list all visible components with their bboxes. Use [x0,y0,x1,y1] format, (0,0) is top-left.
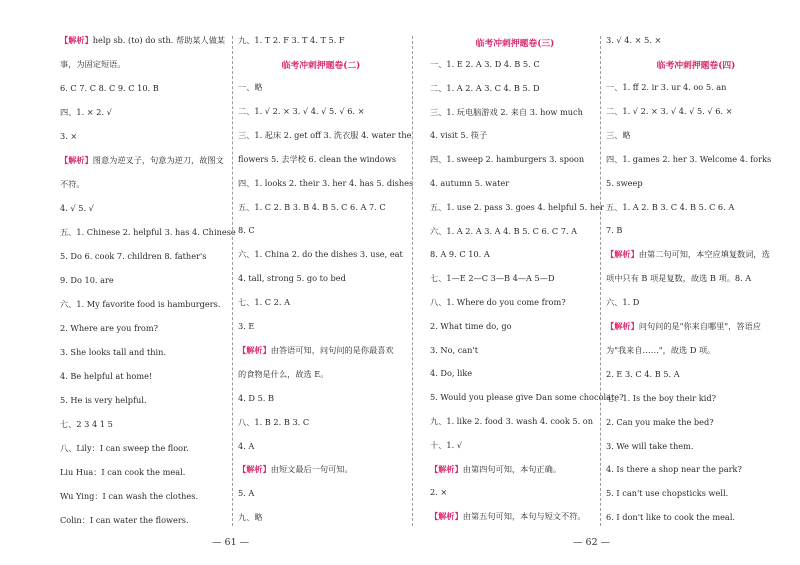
analysis-tag: 【解析】 [60,35,93,45]
answer-line [606,393,792,404]
answer-line [430,368,606,379]
answer-line [606,369,792,380]
answer-text: 由第四句可知，本句正确。 [462,463,562,474]
answer-line [606,249,792,260]
answer-line [238,369,410,380]
answer-text: 4. A [238,440,255,451]
answer-line [430,59,606,70]
answer-text: 四、1. looks 2. their 3. her 4. has 5. dishes [238,177,414,188]
answer-text: 5. sweep [606,177,643,188]
answer-line [238,130,410,141]
answer-text: 3. E [238,321,255,331]
answer-line [60,371,238,382]
answer-text: 8. C [238,225,255,236]
analysis-tag: 【解析】 [430,511,463,522]
answer-text: 为"我来自……"，故选 D 项。 [606,344,716,355]
answer-line [60,227,238,238]
answer-line [238,249,410,260]
answer-text: 7. B [606,225,623,236]
analysis-tag: 【解析】 [606,321,639,331]
answer-line [606,35,792,46]
answer-text: 六、1. My favorite food is hamburgers. [60,299,221,309]
answer-line [60,131,238,142]
answer-line [430,154,606,165]
answer-text: 九、1. like 2. food 3. wash 4. cook 5. on [430,416,594,426]
answer-text: 六、1. A 2. A 3. A 4. B 5. C 6. C 7. A [430,225,578,236]
answer-line [60,299,238,310]
answer-text: 2. Can you make the bed? [606,416,714,427]
answer-text: 6. I don't like to cook the meal. [606,512,736,523]
answer-text: 五、1. C 2. B 3. B 4. B 5. C 6. A 7. C [238,201,386,212]
answer-text: 3. We will take them. [606,440,694,451]
answer-text: 3. She looks tall and thin. [60,347,167,357]
answer-text: 5. I can't use chopsticks well. [606,488,729,499]
page-number-right: — 62 — [573,537,611,548]
answer-line [606,464,792,475]
answer-text: 四、1. × 2. √ [60,107,112,117]
answer-text: 五、1. Chinese 2. helpful 3. has 4. Chinese [60,227,236,237]
answer-line [430,345,606,356]
answer-text: 十、1. √ [430,439,463,450]
answer-line [60,155,238,166]
answer-text: 由第五句可知，本句与短文不符。 [462,511,586,522]
answer-text: Wu Ying：I can wash the clothes. [60,491,199,501]
analysis-tag: 【解析】 [430,463,463,474]
page-divider [412,36,413,526]
answer-line [60,467,238,478]
answer-line [60,59,238,70]
answer-line [430,202,606,213]
answer-text: 4. tall, strong 5. go to bed [238,273,346,284]
answer-line [430,511,606,522]
analysis-tag: 【解析】 [606,249,639,260]
answer-line [238,177,414,189]
answer-text: 2. E 3. C 4. B 5. A [606,368,680,379]
answer-text: flowers 5. 去学校 6. clean the windows [238,153,397,164]
answer-line [60,347,238,358]
answer-line [606,130,792,141]
answer-text: 由答语可知，问句问的是你最喜欢 [270,344,394,355]
answer-line [238,345,410,356]
answer-line [430,178,606,189]
answer-line [606,321,792,332]
answer-text: 一、1. ff 2. ir 3. ur 4. oo 5. an [606,82,727,92]
answer-line [430,416,606,427]
analysis-tag: 【解析】 [60,155,93,165]
answer-line [238,225,410,236]
answer-text: 二、1. √ 2. × 3. √ 4. √ 5. √ 6. × [238,105,365,116]
answer-text: 八、1. B 2. B 3. C [238,416,310,427]
answer-text: 8. A 9. C 10. A [430,249,490,260]
answer-line [238,441,410,452]
answer-text: 5. Would you please give Dan some chocolate? [430,392,624,403]
answer-line [430,83,606,94]
answer-line [238,35,410,46]
answer-line [430,297,606,308]
answer-line [606,82,792,93]
answer-line [430,392,624,403]
answer-line [606,154,792,165]
answer-line [430,487,606,498]
answer-text: 二、1. A 2. A 3. C 4. B 5. D [430,82,540,93]
answer-text: 四、1. games 2. her 3. Welcome 4. forks [606,153,772,164]
answer-text: 一、略 [238,82,263,92]
answer-line [606,106,792,117]
answer-text: 五、1. use 2. pass 3. goes 4. helpful 5. her [430,201,604,212]
answer-line [238,297,410,308]
answer-line [60,515,238,526]
analysis-tag: 【解析】 [238,344,271,355]
answer-line [238,393,410,404]
analysis-tag: 【解析】 [238,464,271,475]
answer-text: 项中只有 B 项是复数，故选 B 项。8. A [606,273,752,284]
answer-line [60,275,238,286]
answer-line [60,251,238,262]
answer-line [60,419,238,430]
column-divider [232,36,233,526]
answer-line [606,441,792,452]
answer-line [606,488,792,499]
answer-line [430,321,606,332]
answer-text: 事，为固定短语。 [60,59,126,69]
answer-text: 由第二句可知，本空应填复数词，选 [638,249,770,260]
answer-text: 七、1—E 2—C 3—B 4—A 5—D [430,273,555,284]
answer-line [60,491,238,502]
answer-column-2 [238,0,414,530]
answer-line [430,249,606,260]
answer-text: 2. × [430,487,448,498]
answer-line [238,488,410,499]
answer-text: 5. A [238,488,255,499]
answer-line [238,417,410,428]
answer-line [606,225,792,236]
answer-line [606,297,792,308]
answer-text: 4. √ 5. √ [60,203,94,213]
answer-text: 4. Do, like [430,368,473,379]
answer-text: Liu Hua：I can cook the meal. [60,467,186,477]
answer-line [60,323,238,334]
answer-text: 二、1. √ 2. × 3. √ 4. √ 5. √ 6. × [606,105,733,116]
answer-line [430,440,606,451]
answer-line [238,273,410,284]
answer-line [60,83,238,94]
answer-line [430,107,606,118]
answer-line [606,273,792,284]
answer-text: 由短文最后一句可知。 [270,464,353,475]
answer-text: 三、略 [606,129,631,140]
answer-text: 4. visit 5. 筷子 [430,130,488,141]
section-heading: 临考冲刺押题卷(三) [475,39,555,49]
answer-text: 八、Lily：I can sweep the floor. [60,443,189,453]
answer-text: 2. Where are you from? [60,323,159,333]
answer-text: 的食物是什么，故选 E。 [238,368,329,379]
answer-text: 2. What time do, go [430,320,512,331]
answer-text: 4. Is there a shop near the park? [606,464,742,475]
answer-text: 5. He is very helpful. [60,395,147,405]
answer-text: 3. × [60,131,78,141]
answer-text: 9. Do 10. are [60,275,114,285]
answer-text: 6. C 7. C 8. C 9. C 10. B [60,83,159,93]
answer-text: 九、1. T 2. F 3. T 4. T 5. F [238,35,345,45]
answer-line [430,464,606,475]
answer-line [606,345,792,356]
answer-text: 九、略 [238,512,263,523]
answer-line [60,107,238,118]
answer-line [238,106,410,117]
answer-column-4 [606,0,786,530]
answer-line [606,512,792,523]
section-heading: 临考冲刺押题卷(四) [656,61,736,71]
answer-text: 三、1. 玩电脑游戏 2. 来自 3. how much [430,106,583,117]
answer-text: Colin：I can water the flowers. [60,515,189,525]
answer-line [238,512,410,523]
answer-line [60,179,238,190]
answer-text: 3. √ 4. × 5. × [606,35,662,45]
answer-line [238,202,410,213]
answer-text: 七、2 3 4 1 5 [60,419,113,429]
answer-line [430,226,606,237]
answer-text: 六、1. D [606,297,640,308]
answer-text: 3. No, can't [430,344,478,355]
answer-text: 七、1. C 2. A [238,297,290,308]
answer-text: 三、1. 起床 2. get off 3. 洗衣服 4. water the [238,129,412,140]
answer-text: 5. Do 6. cook 7. children 8. father's [60,251,207,261]
answer-text: 4. autumn 5. water [430,178,510,188]
answer-text: 4. Be helpful at home! [60,371,153,381]
answer-line [60,395,238,406]
answer-text: help sb. (to) do sth. 帮助某人做某 [92,35,226,45]
section-heading: 临考冲刺押题卷(二) [281,61,361,71]
answer-text: 问句问的是"你来自哪里"，答语应 [638,321,761,331]
answer-line [238,464,410,475]
answer-text: 图意为逆叉子，句意为逆刀，故图文 [92,155,224,165]
page-number-left: — 61 — [212,537,250,548]
answer-text: 一、1. E 2. A 3. D 4. B 5. C [430,59,540,69]
answer-line [238,321,410,332]
answer-line [238,82,410,93]
answer-line [606,178,792,189]
answer-text: 不符。 [60,179,85,189]
answer-line [238,154,410,165]
answer-text: 四、1. sweep 2. hamburgers 3. spoon [430,154,585,165]
column-divider [600,36,601,526]
answer-line [606,417,792,428]
answer-text: 五、1. A 2. B 3. C 4. B 5. C 6. A [606,201,735,212]
answer-line [606,202,792,213]
answer-column-1 [60,0,236,530]
answer-text: 六、1. China 2. do the dishes 3. use, eat [238,249,403,260]
answer-text: 七、1. Is the boy their kid? [606,392,716,403]
answer-line [430,130,606,141]
answer-line [60,443,238,454]
answer-line [430,273,606,284]
answer-line [60,35,238,46]
answer-line [60,203,238,214]
answer-text: 4. D 5. B [238,392,275,403]
answer-text: 八、1. Where do you come from? [430,297,566,307]
